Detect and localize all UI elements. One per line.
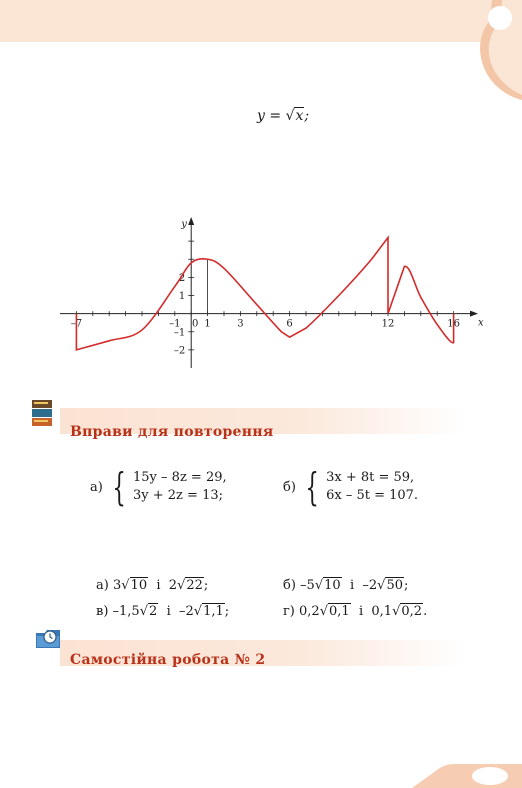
compare-b-and: і (349, 578, 355, 593)
x-tick-label: 6 (286, 318, 293, 330)
compare-g-end: . (423, 604, 428, 619)
y-tick-label: –2 (173, 345, 186, 357)
compare-b-end: ; (404, 578, 409, 593)
compare-v-end: ; (224, 604, 230, 619)
y-tick-label: 1 (178, 291, 186, 302)
sqrt-function-formula (257, 108, 309, 124)
x-tick-label: 12 (381, 318, 395, 330)
formula-end: ; (304, 108, 310, 124)
header-band (0, 0, 522, 42)
function-curve (76, 238, 453, 350)
x-tick-label: 16 (447, 318, 460, 330)
compare-v-and: і (166, 604, 171, 619)
system-a-eq2: 3y + 2z = 13; (133, 488, 223, 503)
function-graph (40, 215, 484, 375)
x-axis-arrow (470, 311, 478, 317)
y-axis-label: y (181, 219, 187, 230)
compare-g-rad1: 0,1 (329, 604, 350, 619)
y-tick-label: 2 (178, 272, 186, 284)
review-section-title: Вправи для повторення (70, 424, 274, 440)
compare-v-coef2: –2 (179, 604, 194, 619)
system-a-eq1: 15y – 8z = 29, (133, 470, 227, 485)
compare-g-coef1: 0,2 (299, 604, 320, 619)
formula-lhs: y (257, 108, 265, 124)
compare-g-rad2: 0,2 (401, 604, 423, 619)
system-b-eq2: 6x – 5t = 107. (326, 488, 419, 503)
sqrt-symbol: √ (285, 108, 295, 124)
corner-decoration (462, 0, 522, 100)
compare-b-rad2: 50 (386, 578, 403, 593)
system-b-label: б) (283, 479, 296, 495)
selfwork-section-title: Самостійна робота № 2 (70, 652, 266, 668)
books-icon (30, 398, 56, 432)
compare-v: в) –1,5√2 і –2√1,1; (96, 604, 230, 619)
compare-a-rad1: 10 (130, 578, 148, 593)
x-tick-label: 0 (192, 318, 199, 330)
compare-b-coef1: –5 (300, 578, 315, 593)
brace-icon: { (112, 465, 126, 509)
system-a-label: а) (90, 479, 103, 495)
compare-g-coef2: 0,1 (371, 604, 393, 619)
compare-a-label: а) (96, 578, 109, 593)
x-tick-label: –7 (70, 318, 83, 330)
compare-a-coef2: 2 (168, 578, 178, 593)
compare-b-rad1: 10 (324, 578, 341, 593)
compare-v-rad1: 2 (149, 604, 158, 619)
system-a (90, 465, 227, 509)
compare-b-coef2: –2 (362, 578, 378, 593)
compare-b-label: б) (283, 578, 296, 593)
x-tick-label: 3 (237, 318, 244, 330)
system-b (283, 465, 419, 509)
compare-a-rad2: 22 (186, 578, 203, 593)
compare-v-label: в) (96, 604, 109, 619)
compare-v-coef1: –1,5 (112, 604, 140, 619)
compare-g: г) 0,2√0,1 і 0,1√0,2. (283, 604, 428, 619)
x-tick-label: –1 (169, 318, 181, 330)
x-axis-label: x (478, 317, 484, 329)
graph-svg (40, 215, 484, 375)
brace-icon: { (305, 465, 319, 509)
compare-g-label: г) (283, 604, 295, 619)
page-badge (412, 758, 522, 788)
compare-v-rad2: 1,1 (203, 604, 224, 619)
y-tick-label: –1 (173, 327, 186, 339)
y-axis-arrow (188, 217, 194, 225)
formula-eq: = (269, 108, 282, 124)
compare-g-and: і (358, 604, 364, 619)
compare-a-coef1: 3 (112, 578, 122, 593)
compare-a-end: ; (203, 578, 209, 593)
x-tick-label: 1 (204, 318, 211, 330)
formula-radicand: x (295, 108, 304, 124)
compare-a: а) 3√10 і 2√22; (96, 578, 209, 593)
folder-clock-icon (34, 627, 64, 651)
system-b-eq1: 3x + 8t = 59, (326, 470, 415, 485)
compare-b: б) –5√10 і –2√50; (283, 578, 409, 593)
compare-a-and: і (156, 578, 161, 593)
